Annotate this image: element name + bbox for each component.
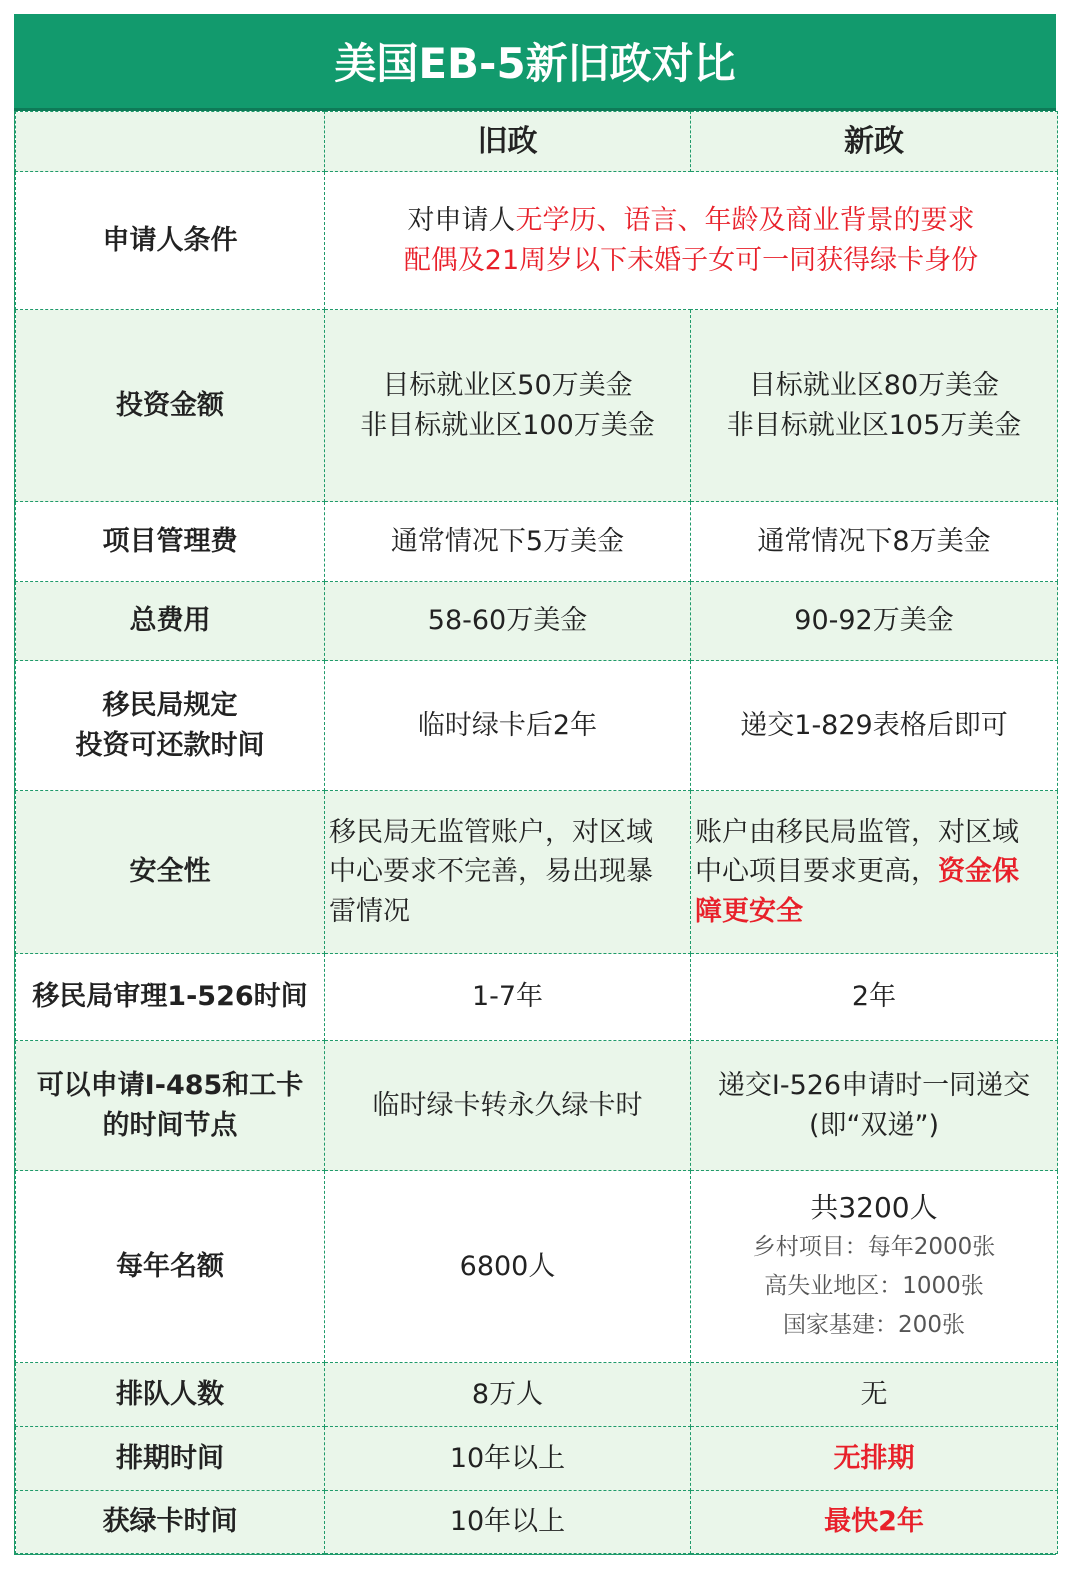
applicant-prefix: 对申请人 [407,205,516,237]
schedule-new: 无排期 [691,1427,1058,1491]
i485-new-line1: 递交I-526申请时一同递交 [717,1070,1031,1102]
table-body [14,111,1056,1555]
row-schedule [16,1427,1058,1491]
row-investment [16,310,1058,502]
label-i485-line2: 的时间节点 [102,1109,238,1141]
repayment-old: 临时绿卡后2年 [325,661,691,791]
row-i485 [16,1041,1058,1171]
applicant-line1 [325,201,1057,240]
row-applicant [16,172,1058,310]
comparison-table-container [14,14,1056,1555]
row-total [16,582,1058,661]
investment-old [325,310,691,502]
investment-new [691,310,1058,502]
applicant-requirements: 无学历、语言、年龄及商业背景的要求 [515,205,975,237]
label-i485 [16,1041,325,1171]
label-quota: 每年名额 [16,1171,325,1363]
applicant-line2: 配偶及21周岁以下未婚子女可一同获得绿卡身份 [403,244,979,276]
safety-new [691,791,1058,954]
safety-new-line1: 账户由移民局监管，对区域 [695,817,1019,849]
label-safety: 安全性 [16,791,325,954]
queue-old: 8万人 [325,1363,691,1427]
investment-new-line1: 目标就业区80万美金 [748,370,1000,402]
row-management [16,502,1058,582]
label-total: 总费用 [16,582,325,661]
label-repayment-line2: 投资可还款时间 [75,729,265,761]
header-new-policy: 新政 [691,112,1058,172]
applicant-conditions [325,172,1058,310]
quota-new-infrastructure: 国家基建：200张 [783,1312,965,1339]
safety-new-line2 [695,852,1053,891]
total-old: 58-60万美金 [325,582,691,661]
management-old: 通常情况下5万美金 [325,502,691,582]
review-old: 1-7年 [325,954,691,1041]
greencard-new: 最快2年 [691,1491,1058,1554]
row-quota [16,1171,1058,1363]
queue-new: 无 [691,1363,1058,1427]
review-new: 2年 [691,954,1058,1041]
safety-old-line2: 中心要求不完善，易出现暴 [329,856,653,888]
label-queue: 排队人数 [16,1363,325,1427]
table-title: 美国EB-5新旧政对比 [14,14,1056,111]
repayment-new: 递交1-829表格后即可 [691,661,1058,791]
label-review: 移民局审理1-526时间 [16,954,325,1041]
label-repayment [16,661,325,791]
label-management: 项目管理费 [16,502,325,582]
label-applicant: 申请人条件 [16,172,325,310]
safety-old [325,791,691,954]
greencard-old: 10年以上 [325,1491,691,1554]
safety-new-highlight-b: 障更安全 [695,895,803,927]
schedule-old: 10年以上 [325,1427,691,1491]
management-new: 通常情况下8万美金 [691,502,1058,582]
i485-old: 临时绿卡转永久绿卡时 [325,1041,691,1171]
header-old-policy: 旧政 [325,112,691,172]
safety-old-line3: 雷情况 [329,895,410,927]
row-safety [16,791,1058,954]
quota-new-rural: 乡村项目：每年2000张 [752,1234,996,1261]
row-greencard [16,1491,1058,1554]
investment-old-line1: 目标就业区50万美金 [382,370,633,402]
quota-new-total: 共3200人 [810,1190,938,1224]
i485-new-line2: (即“双递”) [808,1109,940,1141]
safety-new-line2-text: 中心项目要求更高， [695,856,938,888]
label-greencard: 获绿卡时间 [16,1491,325,1554]
quota-old: 6800人 [325,1171,691,1363]
safety-old-line1: 移民局无监管账户，对区域 [329,817,653,849]
label-i485-line1: 可以申请I-485和工卡 [36,1070,304,1102]
row-review [16,954,1058,1041]
total-new: 90-92万美金 [691,582,1058,661]
i485-new [691,1041,1058,1171]
label-investment: 投资金额 [16,310,325,502]
comparison-table [15,111,1058,1554]
quota-new [691,1171,1058,1363]
quota-new-high-unemployment: 高失业地区：1000张 [764,1273,984,1300]
header-row [16,112,1058,172]
row-repayment [16,661,1058,791]
label-schedule: 排期时间 [16,1427,325,1491]
investment-old-line2: 非目标就业区100万美金 [360,409,655,441]
header-empty-cell [16,112,325,172]
row-queue [16,1363,1058,1427]
safety-new-highlight-a: 资金保 [938,856,1019,888]
label-repayment-line1: 移民局规定 [102,690,238,722]
investment-new-line2: 非目标就业区105万美金 [726,409,1022,441]
